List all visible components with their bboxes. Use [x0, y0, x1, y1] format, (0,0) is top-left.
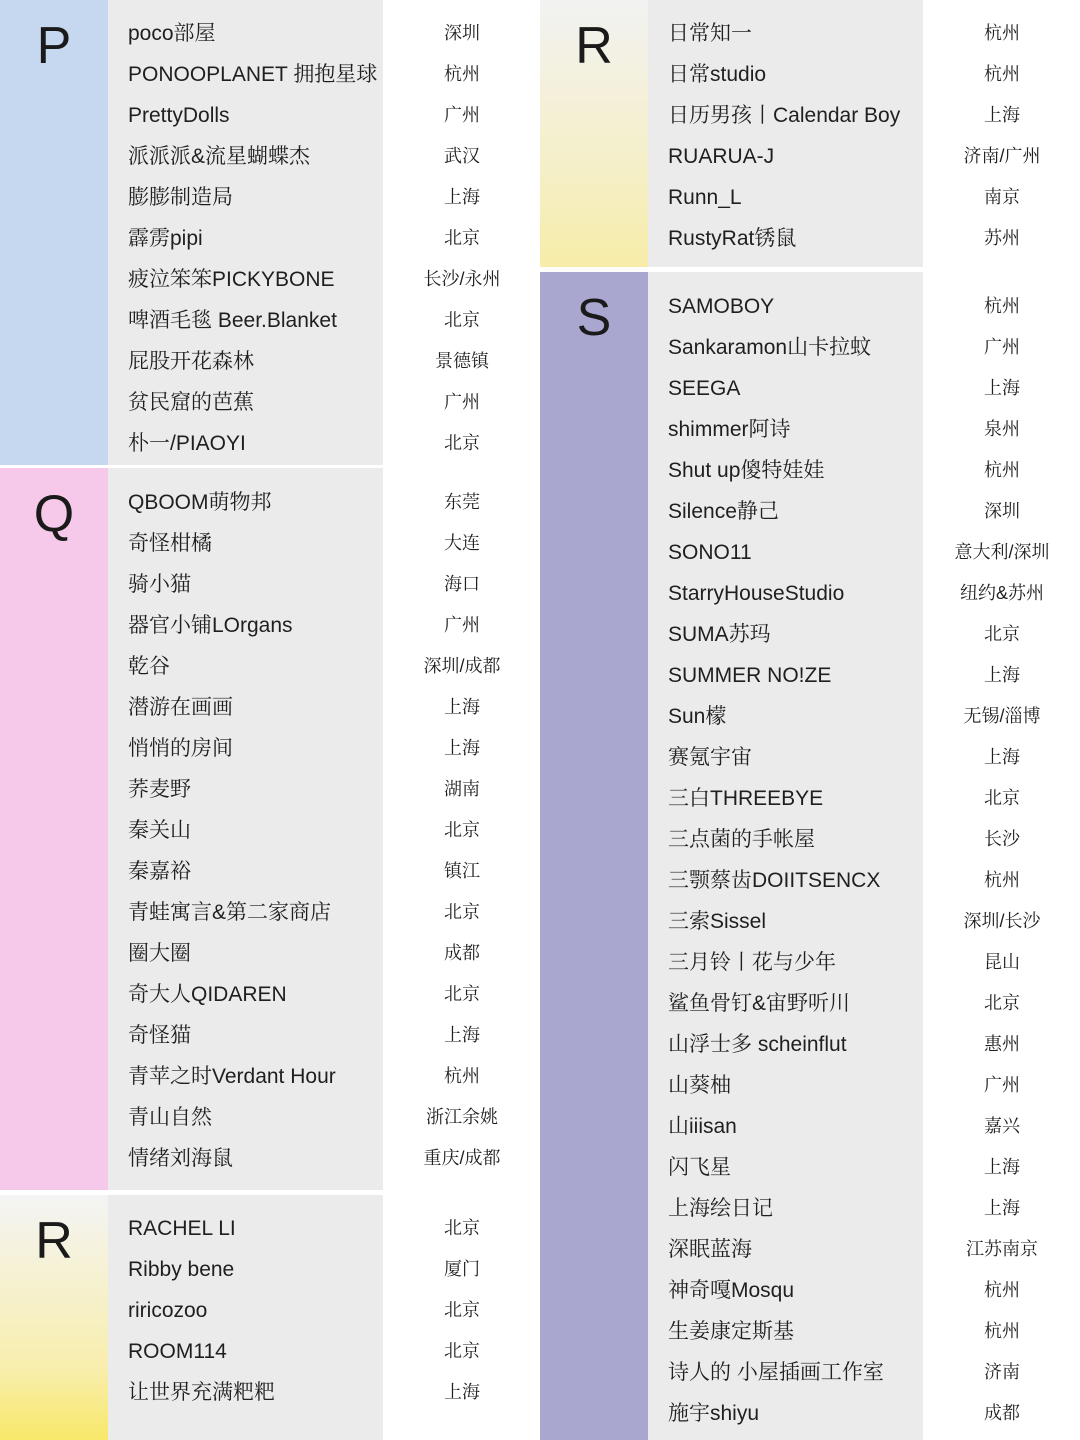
entry-city: 上海: [984, 1156, 1020, 1177]
entry-city: 广州: [984, 1074, 1020, 1095]
entry-city: 上海: [984, 104, 1020, 125]
entry-city: 杭州: [444, 63, 480, 84]
entry-city: 惠州: [984, 1033, 1020, 1054]
list-item: [540, 819, 1080, 860]
entry-name: 器官小铺LOrgans: [128, 613, 293, 637]
entry-name: 霹雳pipi: [128, 226, 203, 250]
list-item: [0, 259, 520, 300]
entry-city: 广州: [984, 336, 1020, 357]
entry-name: 奇怪柑橘: [128, 531, 212, 555]
section-q: [0, 468, 520, 1190]
entry-name: Runn_L: [668, 185, 742, 209]
list-item: [0, 341, 520, 382]
entry-city: 广州: [444, 614, 480, 635]
list-item: [0, 769, 520, 810]
list-item: [0, 218, 520, 259]
entry-city: 重庆/成都: [423, 1147, 501, 1168]
entry-city: 纽约&苏州: [959, 582, 1044, 603]
list-item: [0, 605, 520, 646]
entry-name: 上海绘日记: [668, 1196, 773, 1220]
list-item: [0, 136, 520, 177]
entry-name: SEEGA: [668, 376, 741, 400]
entry-city: 海口: [444, 573, 480, 594]
entry-city: 北京: [444, 1340, 480, 1361]
entry-name: 青山自然: [128, 1105, 212, 1129]
list-item: [540, 286, 1080, 327]
section-letter: S: [576, 289, 612, 347]
entry-name: 屁股开花森林: [128, 349, 254, 373]
entry-city: 意大利/深圳: [954, 541, 1050, 562]
entry-city: 杭州: [984, 1320, 1020, 1341]
list-item: [0, 1015, 520, 1056]
entry-city: 武汉: [444, 145, 480, 166]
entry-name: PONOOPLANET 拥抱星球: [128, 62, 378, 86]
entry-city: 上海: [444, 186, 480, 207]
list-item: [540, 901, 1080, 942]
entry-city: 厦门: [444, 1258, 480, 1279]
list-item: [0, 974, 520, 1015]
entry-name: Sun檬: [668, 704, 727, 728]
list-item: [540, 1393, 1080, 1434]
entry-city: 上海: [444, 696, 480, 717]
entry-city: 北京: [444, 309, 480, 330]
entry-city: 深圳/长沙: [963, 910, 1041, 931]
list-item: [0, 1331, 520, 1372]
entry-name: ROOM114: [128, 1339, 227, 1363]
entry-city: 无锡/淄博: [963, 705, 1041, 726]
entry-city: 杭州: [984, 295, 1020, 316]
entry-name: PrettyDolls: [128, 103, 230, 127]
entry-city: 北京: [444, 983, 480, 1004]
entry-name: 三颚蔡齿DOIITSENCX: [668, 868, 881, 892]
list-item: [0, 892, 520, 933]
section-letter: P: [36, 17, 72, 75]
list-item: [0, 1097, 520, 1138]
list-item: [0, 851, 520, 892]
list-item: [0, 1208, 520, 1249]
entry-name: 青蛙寓言&第二家商店: [128, 900, 332, 924]
list-item: [0, 177, 520, 218]
section-s: [540, 272, 1080, 1440]
entry-name: Ribby bene: [128, 1257, 235, 1281]
entry-name: SUMMER NO!ZE: [668, 663, 832, 687]
entry-city: 济南/广州: [963, 145, 1041, 166]
entry-name: 悄悄的房间: [128, 736, 233, 760]
entry-name: 三月铃丨花与少年: [668, 950, 836, 974]
entry-name: 赛氪宇宙: [668, 745, 752, 769]
entry-city: 杭州: [984, 22, 1020, 43]
section-letter: Q: [33, 485, 75, 543]
entry-city: 上海: [444, 737, 480, 758]
entry-name: riricozoo: [128, 1298, 208, 1322]
entry-name: 青苹之时Verdant Hour: [128, 1064, 336, 1088]
entry-name: 生姜康定斯基: [668, 1319, 794, 1343]
list-item: [540, 450, 1080, 491]
entry-name: Shut up傻特娃娃: [668, 458, 825, 482]
entry-name: 膨膨制造局: [128, 185, 233, 209]
entry-name: Silence静己: [668, 499, 779, 523]
list-item: [540, 95, 1080, 136]
entry-name: 奇大人QIDAREN: [128, 982, 287, 1006]
entry-name: 日常studio: [668, 62, 767, 86]
entry-city: 北京: [984, 623, 1020, 644]
entry-city: 杭州: [984, 869, 1020, 890]
list-item: [540, 614, 1080, 655]
list-item: [0, 523, 520, 564]
entry-name: 诗人的 小屋插画工作室: [668, 1360, 884, 1384]
entry-name: RustyRat锈鼠: [668, 226, 797, 250]
entry-city: 上海: [984, 1197, 1020, 1218]
list-item: [0, 1249, 520, 1290]
entry-name: 让世界充满粑粑: [128, 1380, 275, 1404]
entry-name: 奇怪猫: [128, 1023, 191, 1047]
list-item: [0, 13, 520, 54]
entry-city: 深圳: [444, 22, 480, 43]
list-item: [0, 728, 520, 769]
entry-name: 施宇shiyu: [668, 1401, 760, 1425]
entry-name: 山葵柚: [668, 1073, 731, 1097]
entry-city: 上海: [984, 664, 1020, 685]
entry-name: 疲泣笨笨PICKYBONE: [128, 267, 335, 291]
entry-name: RACHEL LI: [128, 1216, 236, 1240]
list-item: [540, 368, 1080, 409]
entry-city: 杭州: [984, 1279, 1020, 1300]
entry-name: 深眠蓝海: [668, 1237, 752, 1261]
list-item: [540, 655, 1080, 696]
list-item: [540, 696, 1080, 737]
entry-name: SUMA苏玛: [668, 622, 771, 646]
entry-city: 昆山: [984, 951, 1020, 972]
entry-city: 东莞: [444, 491, 480, 512]
list-item: [0, 1056, 520, 1097]
list-item: [0, 1290, 520, 1331]
entry-name: 山iiisan: [668, 1114, 737, 1138]
list-item: [0, 687, 520, 728]
list-item: [540, 1229, 1080, 1270]
entry-name: 派派派&流星蝴蝶杰: [128, 144, 311, 168]
list-item: [540, 136, 1080, 177]
list-item: [540, 218, 1080, 259]
entry-name: 三点菌的手帐屋: [668, 827, 815, 851]
entry-city: 北京: [444, 901, 480, 922]
entry-name: 日历男孩丨Calendar Boy: [668, 103, 901, 127]
entry-name: 乾谷: [128, 654, 170, 678]
entry-name: 秦嘉裕: [128, 859, 191, 883]
entry-name: 山浮士多 scheinflut: [668, 1032, 847, 1056]
section-r-right: [540, 0, 1080, 267]
list-item: [540, 573, 1080, 614]
list-item: [0, 54, 520, 95]
list-item: [0, 1372, 520, 1413]
entry-city: 泉州: [984, 418, 1020, 439]
entry-name: 鲨鱼骨钉&宙野听川: [668, 991, 851, 1015]
list-item: [0, 1138, 520, 1179]
list-item: [540, 1270, 1080, 1311]
list-item: [540, 327, 1080, 368]
entry-name: 闪飞星: [668, 1155, 731, 1179]
entry-city: 济南: [984, 1361, 1020, 1382]
entry-name: 贫民窟的芭蕉: [128, 390, 254, 414]
entry-name: 日常知一: [668, 21, 752, 45]
entry-city: 上海: [984, 377, 1020, 398]
entry-city: 成都: [984, 1402, 1020, 1423]
entry-city: 长沙: [984, 828, 1020, 849]
list-item: [540, 983, 1080, 1024]
entry-city: 深圳/成都: [423, 655, 501, 676]
entry-name: 朴一/PIAOYI: [128, 431, 246, 455]
entry-name: 荞麦野: [128, 777, 191, 801]
entry-city: 上海: [984, 746, 1020, 767]
list-item: [540, 177, 1080, 218]
entry-city: 北京: [444, 432, 480, 453]
entry-name: 秦关山: [128, 818, 191, 842]
entry-city: 北京: [444, 819, 480, 840]
entry-city: 杭州: [984, 63, 1020, 84]
list-item: [0, 810, 520, 851]
entry-name: poco部屋: [128, 21, 216, 45]
entry-name: 骑小猫: [128, 572, 191, 596]
entry-city: 广州: [444, 104, 480, 125]
entry-name: 情绪刘海鼠: [128, 1146, 233, 1170]
entry-city: 苏州: [984, 227, 1020, 248]
list-item: [0, 95, 520, 136]
entry-city: 大连: [444, 532, 480, 553]
list-item: [0, 646, 520, 687]
list-item: [540, 860, 1080, 901]
entry-name: StarryHouseStudio: [668, 581, 845, 605]
list-item: [540, 491, 1080, 532]
section-letter: R: [35, 1212, 73, 1270]
list-item: [540, 1106, 1080, 1147]
entry-name: shimmer阿诗: [668, 417, 791, 441]
entry-city: 北京: [444, 1217, 480, 1238]
list-item: [540, 13, 1080, 54]
entry-city: 成都: [444, 942, 480, 963]
list-item: [0, 382, 520, 423]
entry-name: 三白THREEBYE: [668, 786, 824, 810]
list-item: [0, 423, 520, 464]
list-item: [0, 564, 520, 605]
entry-name: SAMOBOY: [668, 294, 775, 318]
entry-city: 杭州: [444, 1065, 480, 1086]
entry-city: 江苏南京: [966, 1238, 1038, 1259]
entry-name: 三索Sissel: [668, 909, 767, 933]
entry-name: SONO11: [668, 540, 752, 564]
list-item: [540, 942, 1080, 983]
list-item: [540, 54, 1080, 95]
entry-name: QBOOM萌物邦: [128, 490, 272, 514]
section-r-left: [0, 1195, 520, 1440]
entry-name: 啤酒毛毯 Beer.Blanket: [128, 308, 337, 332]
list-item: [540, 532, 1080, 573]
entry-city: 北京: [444, 227, 480, 248]
list-item: [0, 482, 520, 523]
entry-city: 北京: [984, 787, 1020, 808]
entry-city: 深圳: [984, 500, 1020, 521]
list-item: [540, 1352, 1080, 1393]
list-item: [540, 409, 1080, 450]
entry-city: 镇江: [444, 860, 480, 881]
list-item: [540, 778, 1080, 819]
entry-city: 上海: [444, 1381, 480, 1402]
list-item: [540, 1065, 1080, 1106]
list-item: [0, 300, 520, 341]
entry-city: 广州: [444, 391, 480, 412]
entry-city: 浙江余姚: [426, 1106, 498, 1127]
entry-city: 南京: [984, 186, 1020, 207]
entry-city: 北京: [984, 992, 1020, 1013]
list-item: [540, 1188, 1080, 1229]
list-item: [540, 1024, 1080, 1065]
list-item: [540, 1311, 1080, 1352]
section-letter: R: [575, 17, 613, 75]
entry-city: 杭州: [984, 459, 1020, 480]
entry-name: 潜游在画画: [128, 695, 233, 719]
entry-name: RUARUA-J: [668, 144, 775, 168]
entry-name: Sankaramon山卡拉蚊: [668, 335, 872, 359]
list-item: [0, 933, 520, 974]
entry-city: 湖南: [444, 778, 480, 799]
entry-name: 圈大圈: [128, 941, 191, 965]
section-p: [0, 0, 520, 465]
entry-city: 上海: [444, 1024, 480, 1045]
entry-city: 嘉兴: [984, 1115, 1020, 1136]
entry-city: 北京: [444, 1299, 480, 1320]
list-item: [540, 1147, 1080, 1188]
entry-city: 景德镇: [435, 350, 489, 371]
list-item: [540, 737, 1080, 778]
entry-name: 神奇嘎Mosqu: [668, 1278, 795, 1302]
entry-city: 长沙/永州: [423, 268, 501, 289]
